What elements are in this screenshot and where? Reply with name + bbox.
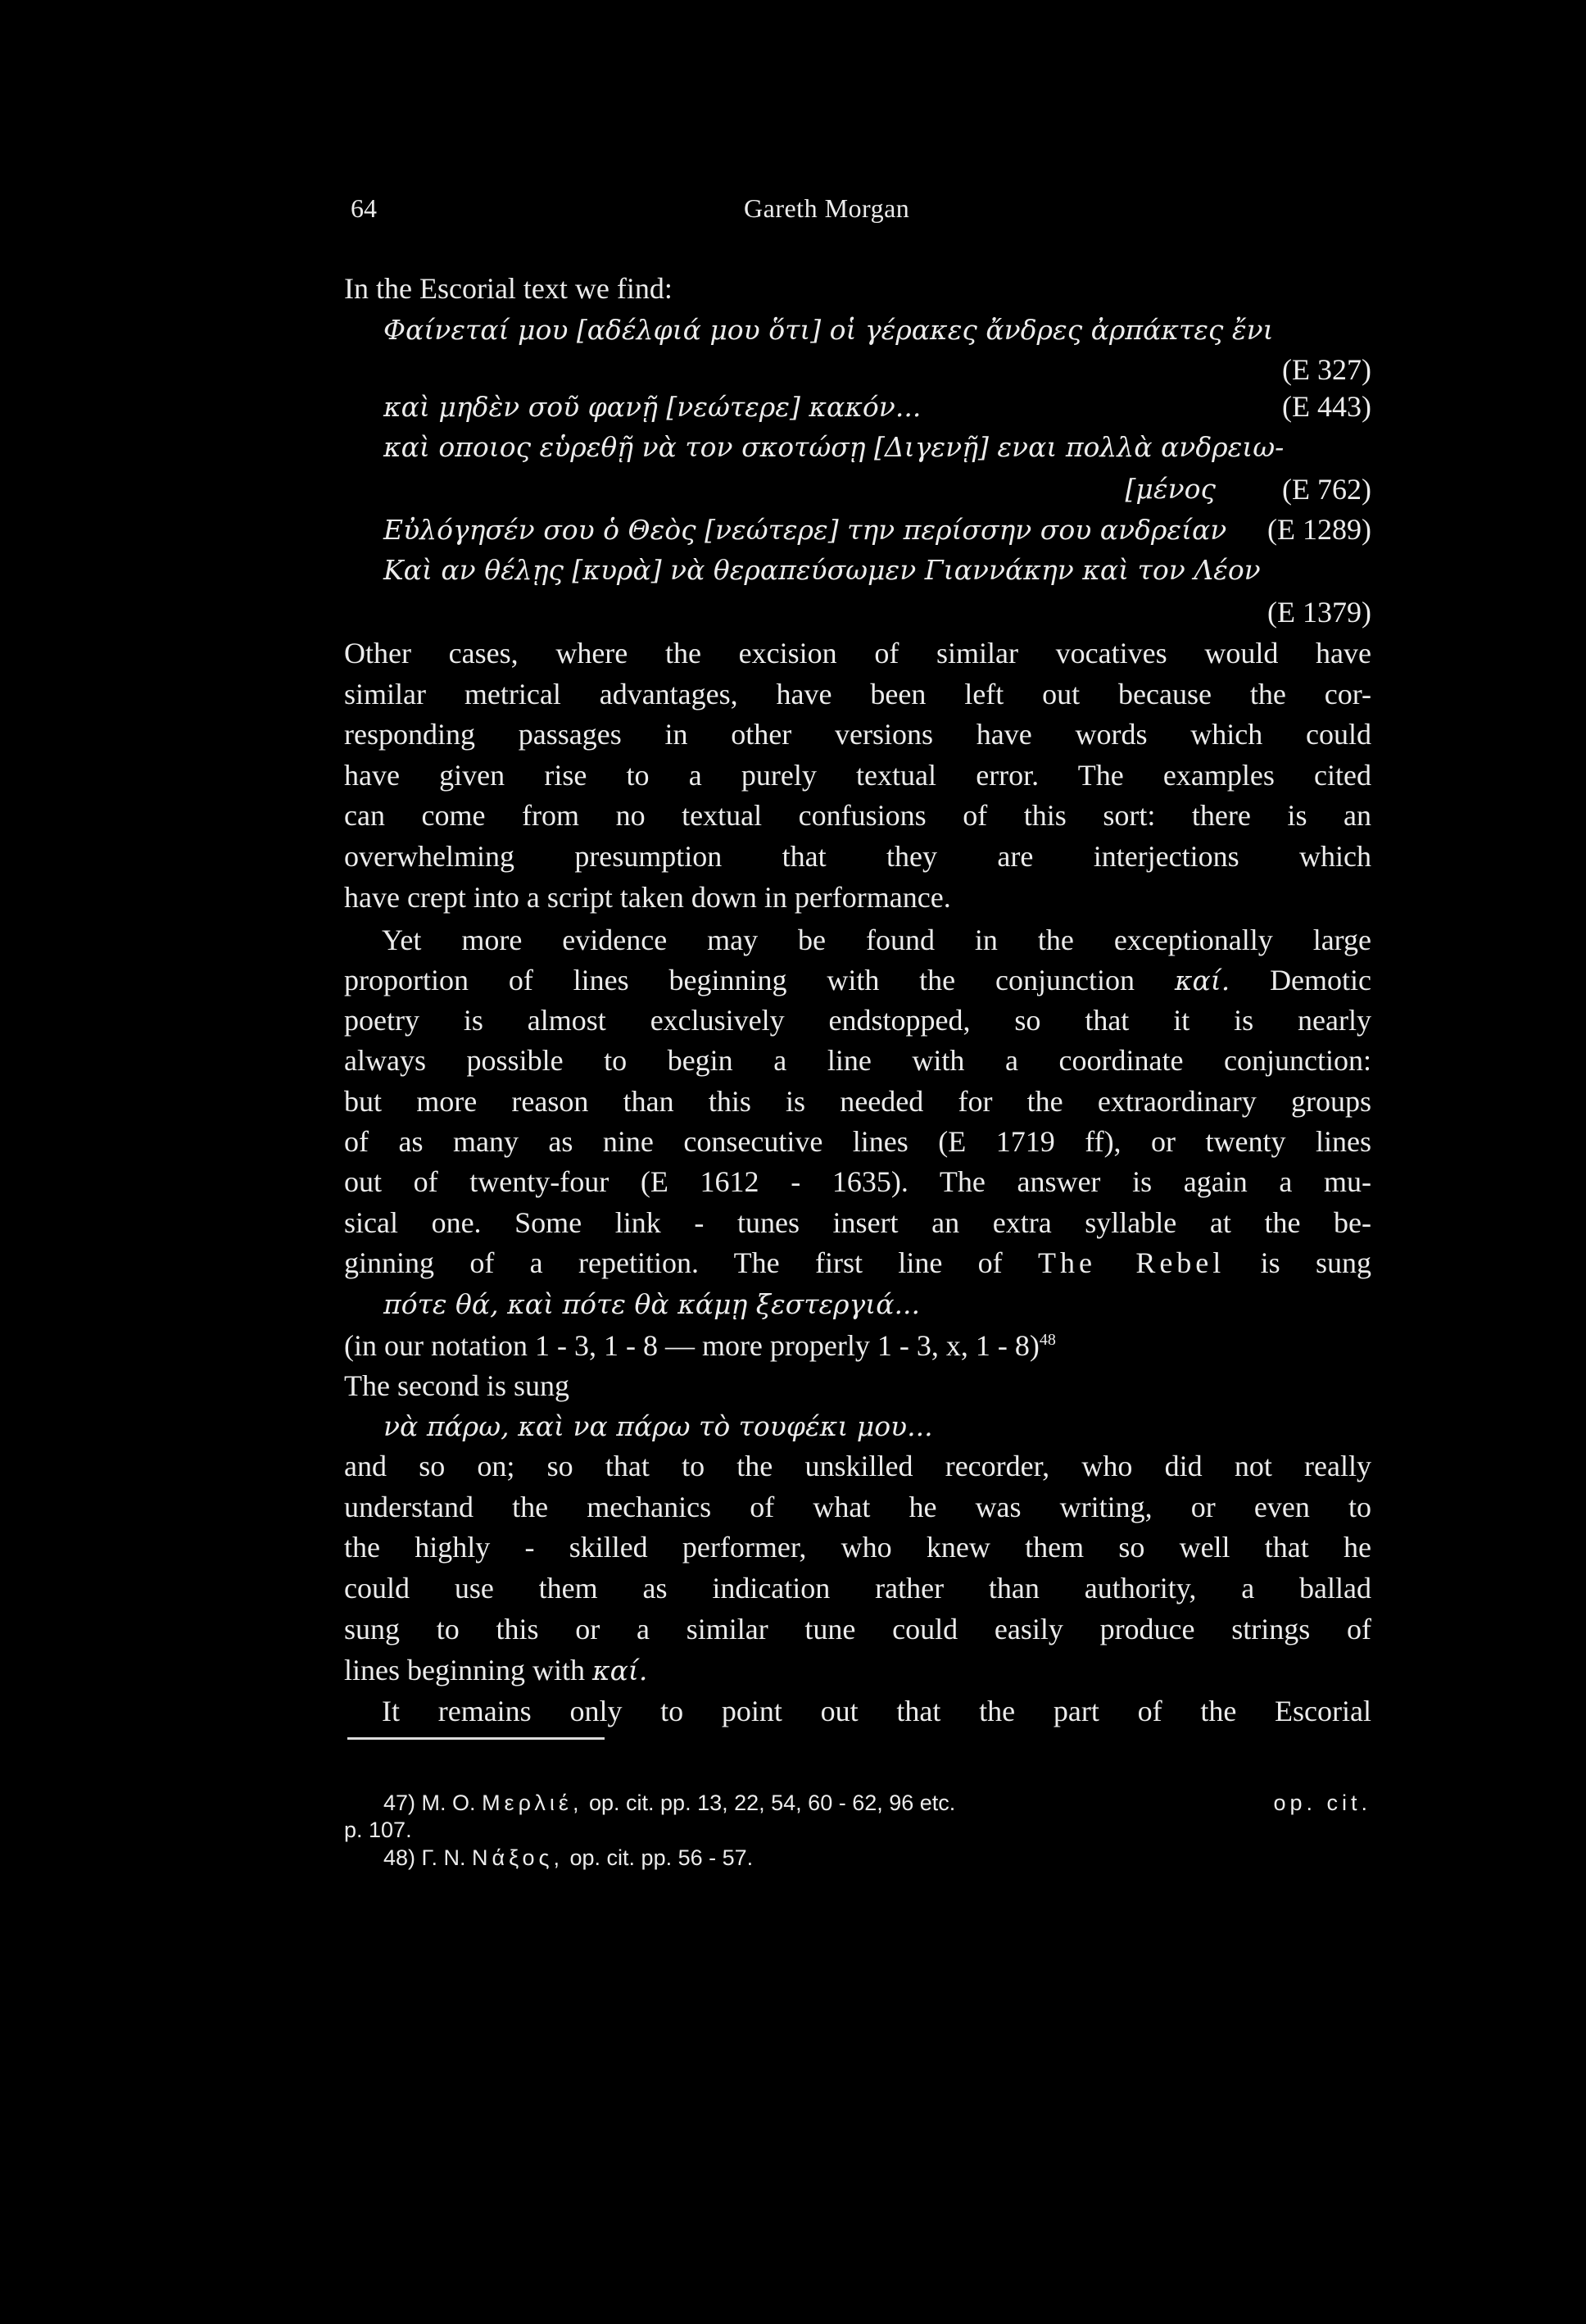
page-header [346, 193, 1370, 226]
song-title: The Rebel [1038, 1246, 1226, 1279]
greek-quote-line: νὰ πάρω, καὶ να πάρω τὸ τουφέκι μου... [383, 1410, 933, 1442]
greek-quote-line: καὶ μηδὲν σοῦ φανῇ [νεώτερε] κακόν... (E 443) [383, 390, 1371, 423]
body-line: lines beginning with καί. [344, 1654, 648, 1686]
verse-reference: (E 762) [1282, 473, 1371, 506]
body-line: could use them as indication rather than authority, a ballad [344, 1572, 1371, 1605]
body-line: always possible to begin a line with a coordinate conjunction: [344, 1044, 1371, 1077]
footnote: 48) Γ. Ν. Νάξος, op. cit. pp. 56 - 57. [383, 1845, 754, 1870]
footnote-mark: 47) [383, 1791, 416, 1815]
verse-reference: (E 1289) [1267, 513, 1371, 546]
greek-quote-line: Εὐλόγησέν σου ὁ Θεὸς [νεώτερε] την περίσσην σου ανδρείαν (E 1289) [383, 513, 1371, 546]
body-line: proportion of lines beginning with the conjunction καί. Demotic [344, 964, 1372, 996]
body-line: but more reason than this is needed for the extraordinary groups [344, 1085, 1371, 1118]
body-line: poetry is almost exclusively endstopped, so that it is nearly [344, 1004, 1371, 1037]
greek-quote-line: Φαίνεταί μου [αδέλφιά μου ὅτι] οἱ γέρακες ἄνδρες ἀρπάκτες ἔνι [383, 314, 1274, 346]
body-line: the highly - skilled performer, who knew them so well that he [344, 1531, 1371, 1564]
running-title: Gareth Morgan [744, 193, 910, 223]
body-line: The second is sung [344, 1369, 569, 1402]
book-page: 64 Gareth Morgan In the Escorial text we find: Φαίνεταί μου [αδέλφιά μου ὅτι] οἱ γέρακες ἄνδρες ἀρπάκτες ἔνι (E 327) καὶ μηδὲν σοῦ φανῇ [νεώτερε] κακόν... (E 443) καὶ οποιος εὑρεθῇ νὰ τον σκοτώσῃ [Διγενῇ] εναι πολλὰ ανδρειω- [μένος (E 762) Εὐλόγησέν σου ὁ Θεὸς [νεώτερε] την περίσσην σου ανδρείαν (E 1289) Καὶ αν θέλῃς [κυρὰ] νὰ θεραπεύσωμεν Γιαννάκην καὶ τον Λέον (E 1379) Other cases, where the excision of similar vocatives would have similar metrical advantages, have been left out because the cor- responding passages in other versions have words which could have given rise to a purely textual error. The examples cited can come from no textual confusions of this sort: there is an overwhelming presumption that they are interjections which have crept into a script taken down in performance. Yet more evidence may be found in the exceptionally large proportion of lines beginning with the conjunction καί. Demotic poetry is almost exclusively endstopped, so that it is nearly always possible to begin a line with a coordinate conjunction: but more reason than this is needed for the extraordinary groups of as many as nine consecutive lines (E 1719 ff), or twenty lines out of twenty-four (E 1612 - 1635). The answer is again a mu- sical one. Some link - tunes insert an extra syllable at the be- ginning of a repetition. The first line of The Rebel is sung πότε θά, καὶ πότε θὰ κάμῃ ξεστεργιά... (in our notation 1 - 3, 1 - 8 — more properly 1 - 3, x, 1 - 8)$^{48}$ The second is sung νὰ πάρω, καὶ να πάρω τὸ τουφέκι μου... and so on; so that to the unskilled recorder, who did not really understand the mechanics of what he was writing, or even to the highly - skilled performer, who knew them so well that he could use them as indication rather than authority, a ballad sung to this or a similar tune could easily produce strings of lines beginning with καί. It remains only to point out that the part of the Escorial 47) Μ. Ο. Μερλιέ, op. cit. pp. 13, 22, 54, 60 - 62, 96 etc. op. cit. p. 107. 48) Γ. Ν. Νάξος, op. cit. pp. 56 - 57. [0, 0, 1586, 2324]
intro-line: In the Escorial text we find: [344, 272, 673, 305]
body-line: have given rise to a purely textual error. The examples cited [344, 759, 1371, 792]
footnote-continuation: p. 107. [344, 1818, 412, 1842]
body-line: Yet more evidence may be found in the exceptionally large [382, 924, 1371, 956]
footnote-mark: 48) [383, 1845, 416, 1870]
body-line: responding passages in other versions have words which could [344, 718, 1371, 751]
body-line: overwhelming presumption that they are interjections which [344, 840, 1371, 873]
greek-quote-line: Καὶ αν θέλῃς [κυρὰ] νὰ θεραπεύσωμεν Γιαννάκην καὶ τον Λέον [383, 554, 1261, 586]
body-line: It remains only to point out that the part of the Escorial [382, 1695, 1371, 1727]
body-line: and so on; so that to the unskilled recorder, who did not really [344, 1450, 1371, 1482]
body-line: out of twenty-four (E 1612 - 1635). The answer is again a mu- [344, 1165, 1371, 1198]
body-line: sical one. Some link - tunes insert an extra syllable at the be- [344, 1206, 1371, 1239]
body-line: can come from no textual confusions of this sort: there is an [344, 799, 1371, 832]
verse-reference: (E 1379) [1267, 596, 1371, 629]
body-line: understand the mechanics of what he was writing, or even to [344, 1491, 1371, 1523]
body-line: of as many as nine consecutive lines (E 1719 ff), or twenty lines [344, 1125, 1371, 1158]
body-line: similar metrical advantages, have been left out because the cor- [344, 678, 1371, 710]
body-line: sung to this or a similar tune could easily produce strings of [344, 1613, 1371, 1645]
body-line: (in our notation 1 - 3, 1 - 8 — more properly 1 - 3, x, 1 - 8)$^{48}$ [344, 1329, 1056, 1362]
body-line: Other cases, where the excision of similar vocatives would have [344, 637, 1371, 670]
greek-quote-line: καὶ οποιος εὑρεθῇ νὰ τον σκοτώσῃ [Διγενῇ] εναι πολλὰ ανδρειω- [383, 431, 1285, 463]
greek-quote-line: πότε θά, καὶ πότε θὰ κάμῃ ξεστεργιά... [383, 1288, 920, 1320]
footnote: 47) Μ. Ο. Μερλιέ, op. cit. pp. 13, 22, 54, 60 - 62, 96 etc. op. cit. [383, 1791, 1371, 1815]
footnote-rule [347, 1737, 605, 1740]
body-line: ginning of a repetition. The first line of The Rebel is sung [344, 1246, 1372, 1279]
body-line: have crept into a script taken down in performance. [344, 881, 951, 914]
verse-reference: (E 443) [1282, 390, 1371, 423]
footnote-mark: 48 [1039, 1331, 1056, 1349]
page-number: 64 [351, 193, 377, 223]
verse-reference: (E 327) [1282, 353, 1371, 386]
